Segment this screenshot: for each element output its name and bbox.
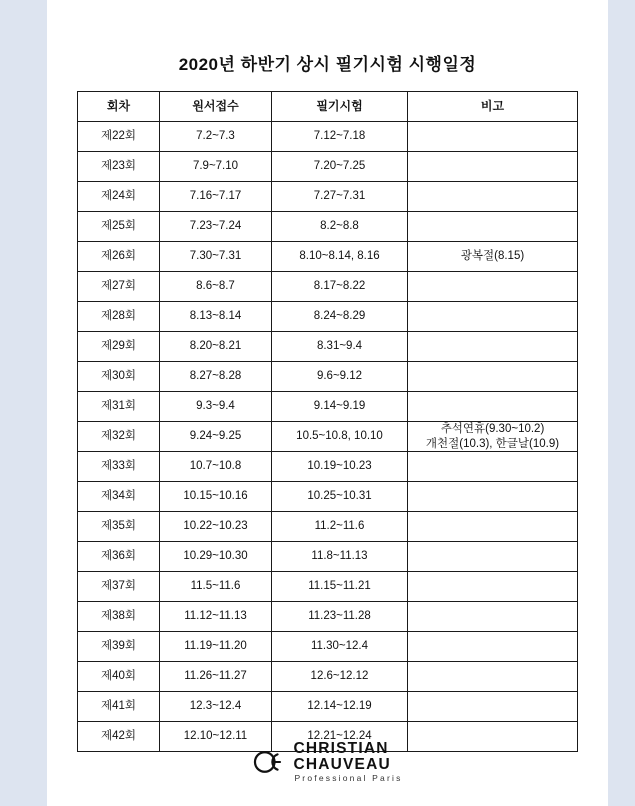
brand-line-2: CHAUVEAU [293,755,391,773]
cell-exam-period: 12.21~12.24 [272,722,408,752]
cell-note [408,302,578,332]
cell-round: 제35회 [78,512,160,542]
table-row [78,662,578,692]
table-row [78,542,578,572]
table-header [78,92,578,122]
exam-schedule-table [77,91,578,752]
cell-round: 제33회 [78,452,160,482]
table-row [78,632,578,662]
cell-note [408,632,578,662]
cell-round: 제36회 [78,542,160,572]
cell-exam-period: 8.10~8.14, 8.16 [272,242,408,272]
cell-exam-period: 11.15~11.21 [272,572,408,602]
cell-exam-period: 9.14~9.19 [272,392,408,422]
cell-exam-period: 10.5~10.8, 10.10 [272,422,408,452]
cell-note [408,482,578,512]
cell-round: 제41회 [78,692,160,722]
column-header-application: 원서접수 [160,92,272,122]
cell-exam-period: 10.19~10.23 [272,452,408,482]
cell-note [408,182,578,212]
cell-exam-period: 8.17~8.22 [272,272,408,302]
cell-application-period: 10.29~10.30 [160,542,272,572]
brand-wordmark [293,741,402,783]
cell-note [408,152,578,182]
table-row [78,242,578,272]
chauveau-monogram-icon [252,745,286,779]
cell-note [408,692,578,722]
cell-application-period: 10.22~10.23 [160,512,272,542]
cell-note [408,212,578,242]
table-row [78,452,578,482]
cell-application-period: 10.15~10.16 [160,482,272,512]
cell-exam-period: 7.20~7.25 [272,152,408,182]
cell-note [408,122,578,152]
cell-application-period: 7.9~7.10 [160,152,272,182]
cell-round: 제27회 [78,272,160,302]
cell-note [408,452,578,482]
cell-application-period: 7.16~7.17 [160,182,272,212]
table-row [78,512,578,542]
table-row [78,422,578,452]
cell-application-period: 8.6~8.7 [160,272,272,302]
cell-application-period: 7.2~7.3 [160,122,272,152]
table-row [78,272,578,302]
table-row [78,122,578,152]
table-row [78,332,578,362]
cell-application-period: 8.27~8.28 [160,362,272,392]
cell-note [408,542,578,572]
cell-round: 제25회 [78,212,160,242]
cell-application-period: 8.13~8.14 [160,302,272,332]
cell-round: 제28회 [78,302,160,332]
cell-exam-period: 7.12~7.18 [272,122,408,152]
cell-exam-period: 11.2~11.6 [272,512,408,542]
cell-application-period: 9.3~9.4 [160,392,272,422]
cell-round: 제22회 [78,122,160,152]
cell-exam-period: 12.14~12.19 [272,692,408,722]
cell-exam-period: 7.27~7.31 [272,182,408,212]
cell-round: 제30회 [78,362,160,392]
cell-note [408,362,578,392]
cell-note [408,572,578,602]
cell-exam-period: 12.6~12.12 [272,662,408,692]
cell-application-period: 12.3~12.4 [160,692,272,722]
table-row [78,482,578,512]
cell-application-period: 11.19~11.20 [160,632,272,662]
cell-exam-period: 11.23~11.28 [272,602,408,632]
cell-round: 제42회 [78,722,160,752]
left-color-band [0,0,47,806]
cell-round: 제34회 [78,482,160,512]
table-row [78,602,578,632]
cell-round: 제24회 [78,182,160,212]
cell-round: 제32회 [78,422,160,452]
cell-application-period: 12.10~12.11 [160,722,272,752]
cell-application-period: 8.20~8.21 [160,332,272,362]
cell-note [408,512,578,542]
cell-note [408,602,578,632]
brand-line-1: CHRISTIAN [293,739,389,757]
table-row [78,152,578,182]
cell-round: 제29회 [78,332,160,362]
table-header-row [78,92,578,122]
cell-exam-period: 9.6~9.12 [272,362,408,392]
column-header-note: 비고 [408,92,578,122]
table-row [78,572,578,602]
cell-note: 광복절(8.15) [408,242,578,272]
cell-round: 제40회 [78,662,160,692]
page-title: 2020년 하반기 상시 필기시험 시행일정 [178,55,477,74]
cell-exam-period: 11.30~12.4 [272,632,408,662]
table-row [78,212,578,242]
cell-note [408,392,578,422]
cell-application-period: 11.5~11.6 [160,572,272,602]
column-header-round: 회차 [78,92,160,122]
cell-round: 제31회 [78,392,160,422]
cell-note [408,662,578,692]
cell-application-period: 10.7~10.8 [160,452,272,482]
cell-note [408,272,578,302]
right-color-band [608,0,635,806]
footer [47,741,608,784]
cell-application-period: 9.24~9.25 [160,422,272,452]
cell-exam-period: 11.8~11.13 [272,542,408,572]
cell-exam-period: 8.24~8.29 [272,302,408,332]
cell-application-period: 11.26~11.27 [160,662,272,692]
cell-round: 제38회 [78,602,160,632]
cell-application-period: 7.23~7.24 [160,212,272,242]
cell-note [408,332,578,362]
brand-logo [252,741,402,783]
table-row [78,182,578,212]
table-row [78,302,578,332]
cell-exam-period: 8.31~9.4 [272,332,408,362]
column-header-exam: 필기시험 [272,92,408,122]
note-line-2: 개천절(10.3), 한글날(10.9) [425,437,560,450]
cell-exam-period: 8.2~8.8 [272,212,408,242]
page-content [47,0,608,806]
note-line-1: 추석연휴(9.30~10.2) [440,423,545,436]
table-row [78,392,578,422]
cell-application-period: 11.12~11.13 [160,602,272,632]
cell-round: 제23회 [78,152,160,182]
cell-round: 제26회 [78,242,160,272]
cell-note [408,422,578,452]
cell-round: 제37회 [78,572,160,602]
cell-application-period: 7.30~7.31 [160,242,272,272]
table-body [78,122,578,752]
table-row [78,692,578,722]
table-row [78,362,578,392]
brand-tagline: Professional Paris [294,773,403,784]
cell-round: 제39회 [78,632,160,662]
cell-exam-period: 10.25~10.31 [272,482,408,512]
